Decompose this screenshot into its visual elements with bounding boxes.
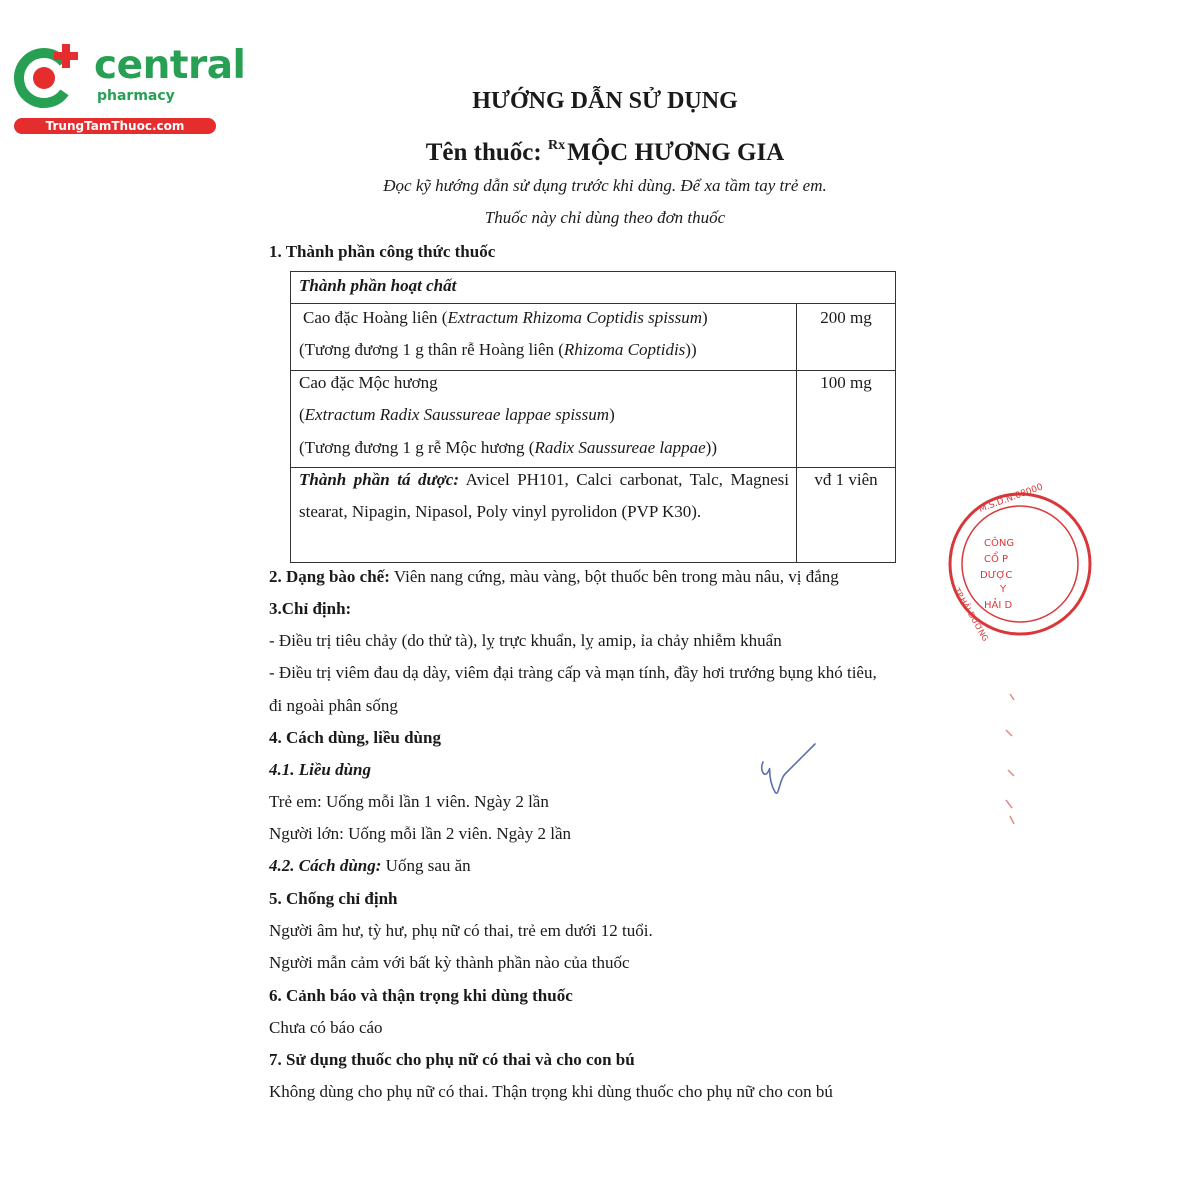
table-row-3-amount: vđ 1 viên: [814, 470, 878, 489]
rx-symbol: Rx: [547, 138, 566, 153]
table-row-2-line-3: (Tương đương 1 g rễ Mộc hương (Radix Saussureae lappae)): [299, 438, 717, 457]
contraindication-1: Người âm hư, tỳ hư, phụ nữ có thai, trẻ em dưới 12 tuổi.: [269, 921, 653, 940]
table-header: Thành phần hoạt chất: [299, 276, 457, 295]
section-7-heading: 7. Sử dụng thuốc cho phụ nữ có thai và cho con bú: [269, 1050, 635, 1069]
table-column-divider: [796, 303, 797, 562]
table-row-2-line-2: (Extractum Radix Saussureae lappae spissum): [299, 405, 615, 424]
svg-text:DƯỢC: DƯỢC: [980, 570, 1013, 581]
company-stamp-icon: [940, 482, 1045, 650]
section-4-heading: 4. Cách dùng, liều dùng: [269, 728, 441, 747]
section-2-heading: 2. Dạng bào chế:: [269, 567, 390, 586]
drug-name: [330, 130, 880, 169]
logo-subtitle: pharmacy: [97, 88, 175, 104]
section-5-heading: 5. Chống chỉ định: [269, 889, 398, 908]
logo: [8, 36, 246, 136]
section-2: [269, 566, 839, 588]
contraindication-2: Người mẫn cảm với bất kỳ thành phần nào của thuốc: [269, 953, 630, 972]
table-row-1-line-1: Cao đặc Hoàng liên (Extractum Rhizoma Coptidis spissum): [303, 308, 708, 327]
drug-name-prefix: Tên thuốc:: [425, 139, 542, 166]
indication-item-2-cont: đi ngoài phân sống: [269, 696, 398, 715]
signature-icon: [755, 740, 825, 810]
section-4-2-heading: 4.2. Cách dùng:: [269, 856, 382, 875]
svg-text:M.S.D.N:08000: M.S.D.N:08000: [977, 482, 1045, 515]
logo-website: TrungTamThuoc.com: [14, 118, 216, 134]
section-6-heading: 6. Cảnh báo và thận trọng khi dùng thuốc: [269, 986, 573, 1005]
svg-text:CÔNG: CÔNG: [984, 538, 1015, 549]
table-row-1-line-2: (Tương đương 1 g thân rễ Hoàng liên (Rhizoma Coptidis)): [299, 340, 697, 359]
table-row-2-amount: 100 mg: [820, 373, 872, 392]
dosage-children: Trẻ em: Uống mỗi lần 1 viên. Ngày 2 lần: [269, 792, 549, 811]
table-divider: [291, 303, 895, 304]
section-1-heading: 1. Thành phần công thức thuốc: [269, 242, 496, 261]
ingredients-table: [290, 271, 896, 563]
drug-name-value: MỘC HƯƠNG GIA: [567, 139, 785, 166]
logo-c-cross-icon: [10, 36, 90, 116]
section-4-1-heading: 4.1. Liều dùng: [269, 760, 372, 779]
indication-item-2: - Điều trị viêm đau dạ dày, viêm đại tràng cấp và mạn tính, đầy hơi trướng bụng khó tiêu,: [269, 663, 877, 682]
section-3-heading: 3.Chỉ định:: [269, 599, 352, 618]
usage-warning: Đọc kỹ hướng dẫn sử dụng trước khi dùng. Để xa tầm tay trẻ em.: [383, 176, 827, 195]
svg-text:Y: Y: [1000, 584, 1007, 595]
table-row-2-line-1: Cao đặc Mộc hương: [299, 373, 438, 392]
table-row-1-amount: 200 mg: [820, 308, 872, 327]
svg-text:CỔ P: CỔ P: [984, 554, 1009, 565]
warnings-text: Chưa có báo cáo: [269, 1018, 383, 1037]
section-2-text: Viên nang cứng, màu vàng, bột thuốc bên trong màu nâu, vị đắng: [393, 567, 839, 586]
table-row-3-excipients: Thành phần tá dược: Avicel PH101, Calci carbonat, Talc, Magnesi stearat, Nipagin, Nipasol, Poly vinyl pyrolidon (PVP K30).: [299, 470, 789, 521]
document-title: HƯỚNG DẪN SỬ DỤNG: [472, 88, 738, 114]
dosage-adults: Người lớn: Uống mỗi lần 2 viên. Ngày 2 lần: [269, 824, 571, 843]
logo-brand: central: [94, 43, 246, 88]
svg-text:TP.HẢI DƯƠNG: TP.HẢI DƯƠNG: [952, 586, 991, 643]
usage-text: Uống sau ăn: [385, 856, 471, 875]
indication-item-1: - Điều trị tiêu chảy (do thử tà), lỵ trực khuẩn, lỵ amip, ỉa chảy nhiễm khuẩn: [269, 631, 782, 650]
pregnancy-text: Không dùng cho phụ nữ có thai. Thận trọng khi dùng thuốc cho phụ nữ cho con bú: [269, 1082, 833, 1101]
stamp-residue-icon: [1000, 690, 1020, 830]
section-4-2: [269, 855, 471, 877]
prescription-note: Thuốc này chỉ dùng theo đơn thuốc: [484, 208, 726, 227]
svg-text:HẢI D: HẢI D: [984, 600, 1013, 611]
table-divider: [291, 370, 895, 371]
